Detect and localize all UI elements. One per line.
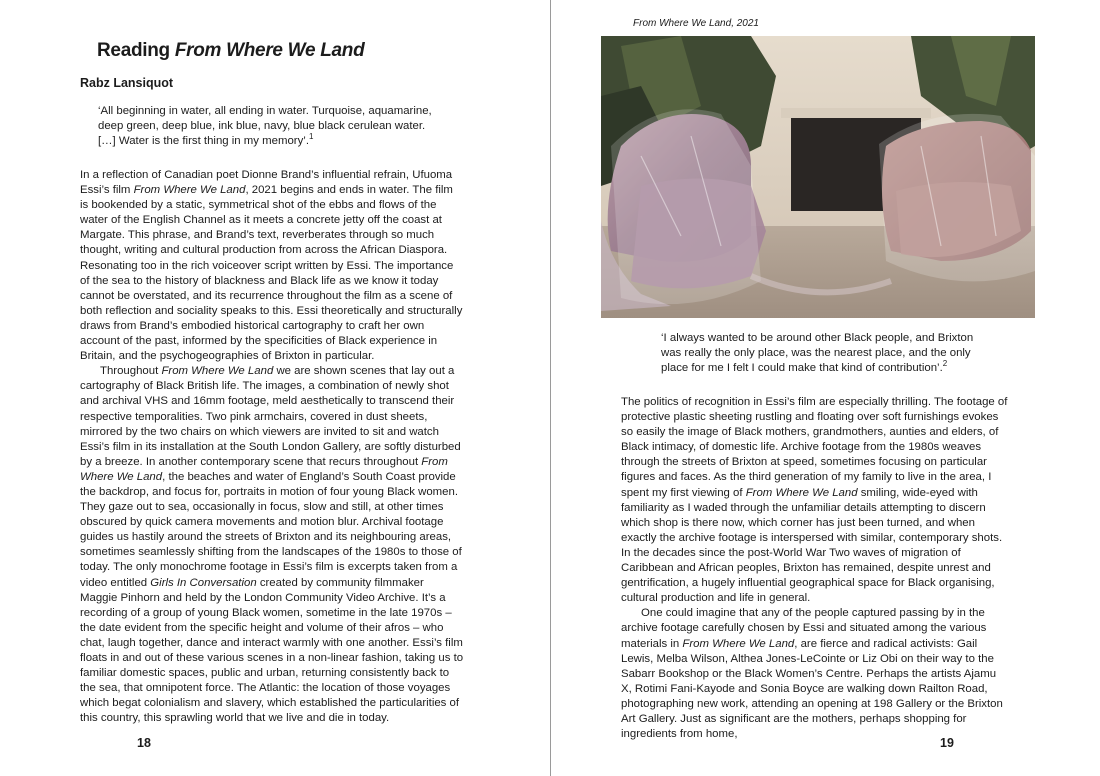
- right-page: [551, 0, 1100, 776]
- text-run: smiling, wide-eyed with familiarity as I waded through the unfamiliar details attempting to discern which shop is there now, which corner has just been turned, and when exactly the archive footage is interspersed with similar, contemporary shots. In the decades since the post-World War Two waves of migration of Caribbean and African peoples, Brixton has remained, despite unrest and gentrification, a hugely influential geographical space for Black organising, cultural production and life in general.: [621, 486, 1003, 605]
- paragraph: [80, 364, 464, 726]
- text-run: In a reflection of Canadian poet Dionne Brand’s influential refrain, Ufuoma Essi’s film: [80, 169, 453, 197]
- caption-title: From Where We Land: [633, 18, 732, 29]
- page-number: 18: [137, 736, 151, 750]
- film-title: From Where We Land: [80, 455, 448, 483]
- essay-title: [97, 40, 364, 62]
- text-run: The politics of recognition in Essi’s film are especially thrilling. The footage of protective plastic sheeting rustling and floating over soft furnishings evokes so easily the image of Black mothers, grandmothers, aunties and elders, of Black intimacy, of domestic life. Archive footage from the 1980s weaves through the streets of Brixton at speed, sometimes focusing on particular figures and faces. As the third generation of my family to live in the area, I spent my first viewing of: [621, 396, 1008, 499]
- text-run: , 2021 begins and ends in water. The film is bookended by a static, symmetrical shot of the ebbs and flows of the water of the English Channel as it meets a concrete jetty off the coast at Margate. This phrase, and Brand’s text, reverberates through so much thought, writing and cultural production from across the African Diaspora. Resonating too in the rich voiceover script written by Essi. The importance of the sea to the history of blackness and Black life as we know it today cannot be overstated, and its recurrence throughout the film as a scene of both reflection and sociality speaks to this. Essi theoretically and structurally draws from Brand’s embodied historical cartography to craft her own account of the past, informed by the specificities of Black experience in Britain, and the psychogeographies of Brixton in particular.: [80, 184, 463, 363]
- film-still-photo: [601, 36, 1035, 318]
- block-quote: [661, 331, 991, 376]
- paragraph: [621, 606, 1009, 742]
- armchairs-image: [601, 36, 1035, 318]
- right-body-text: [621, 395, 1009, 742]
- film-title: From Where We Land: [133, 184, 246, 197]
- epigraph-text: ‘All beginning in water, all ending in water. Turquoise, aquamarine, deep green, deep blue, ink blue, navy, blue black cerulean water. […] Water is the first thing in my memory’.: [98, 105, 432, 147]
- text-run: created by community filmmaker Maggie Pinhorn and held by the London Community Video Archive. It’s a recording of a group of young Black women, sometime in the late 1970s – the date evident from the specific height and volume of their afros – who chat, laugh together, dance and interact warmly with one another. Essi’s film floats in and out of these various scenes in a non-linear fashion, taking us to familiar domestic spaces, public and urban, returning consistently back to the sea, that omnipotent force. The Atlantic: the location of those voyages which begat colonialism and slavery, which established the particularities of this country, this sprawling world that we live and die in today.: [80, 576, 464, 725]
- left-body-text: [80, 168, 464, 726]
- title-prefix: Reading: [97, 40, 175, 61]
- text-run: , the beaches and water of England’s South Coast provide the backdrop, and focus for, portraits in motion of four young Black women. They gaze out to sea, occasionally in focus, slow and still, at other times obscured by quick camera movements and motion blur. Archival footage guides us hastily around the streets of Brixton and its neighbouring areas, sometimes seamlessly shifting from the landscapes of the 1980s to those of today. The only monochrome footage in Essi’s film is excerpts taken from a video entitled: [80, 470, 462, 589]
- text-run: One could imagine that any of the people captured passing by in the archive footage carefully chosen by Essi and situated among the various materials in: [621, 607, 987, 650]
- title-italic: From Where We Land: [174, 40, 365, 61]
- paragraph: [621, 395, 1009, 606]
- film-title: From Where We Land: [745, 486, 858, 499]
- film-title: From Where We Land: [682, 637, 795, 650]
- paragraph: [80, 168, 464, 364]
- author-name: Rabz Lansiquot: [80, 76, 174, 90]
- photo-caption: [633, 18, 759, 29]
- film-title: From Where We Land: [161, 365, 274, 378]
- footnote-ref-2[interactable]: 2: [942, 359, 948, 369]
- text-run: , are fierce and radical activists: Gail Lewis, Melba Wilson, Althea Jones-LeCointe or Liz Obi on their way to the Sabarr Bookshop or the Black Women’s Centre. Perhaps the artists Ajamu X, Rotimi Fani-Kayode and Sonia Boyce are walking down Railton Road, photographing new work, attending an opening at 198 Gallery or the Brixton Art Gallery. Just as significant are the mothers, perhaps shopping for ingredients from home,: [621, 637, 1003, 741]
- text-run: we are shown scenes that lay out a cartography of Black British life. The images, a combination of newly shot and archival VHS and 16mm footage, meld aesthetically to transcend their respective temporalities. Two pink armchairs, covered in dust sheets, mirrored by the two chairs on which viewers are invited to sit and watch Essi’s film in its installation at the South London Gallery, are softly disturbed by a breeze. In another contemporary scene that recurs throughout: [80, 365, 461, 468]
- footnote-ref-1[interactable]: 1: [308, 132, 314, 142]
- page-number: 19: [940, 736, 954, 750]
- caption-year: , 2021: [731, 18, 759, 29]
- epigraph: [98, 104, 438, 149]
- quote-text: ‘I always wanted to be around other Black people, and Brixton was really the only place, was the nearest place, and the only place for me I felt I could make that kind of contribution’.: [661, 332, 974, 374]
- text-run: Throughout: [100, 365, 162, 378]
- video-title: Girls In Conversation: [150, 576, 257, 589]
